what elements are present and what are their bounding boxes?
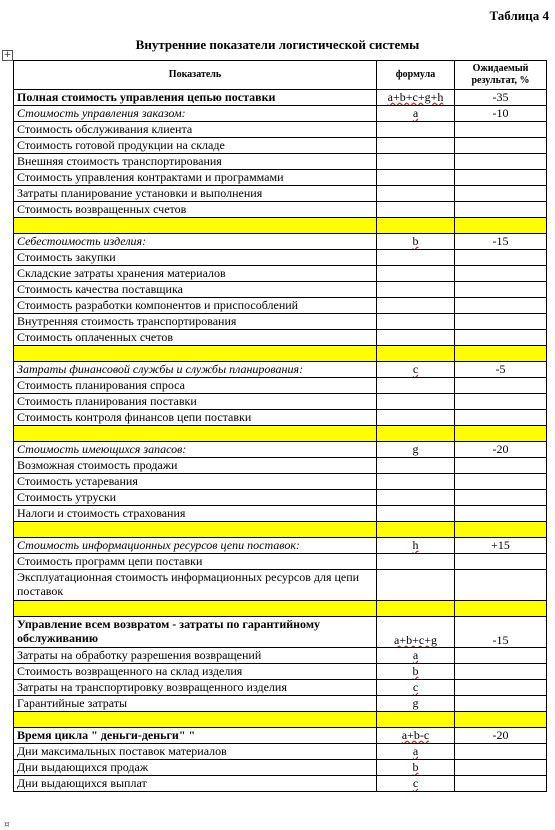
formula-cell bbox=[377, 570, 455, 601]
formula-cell bbox=[377, 506, 455, 522]
indicator-cell: Время цикла " деньги-деньги" " bbox=[14, 728, 377, 744]
indicator-cell: Стоимость контроля финансов цепи поставки bbox=[14, 410, 377, 426]
indicator-cell: Стоимость устаревания bbox=[14, 474, 377, 490]
indicator-cell: Дни выдающихся продаж bbox=[14, 760, 377, 776]
table-row bbox=[14, 250, 547, 266]
expected-result-cell: -35 bbox=[455, 90, 547, 106]
table-row bbox=[14, 362, 547, 378]
separator-cell bbox=[14, 426, 377, 442]
table-row bbox=[14, 330, 547, 346]
formula-text: a bbox=[412, 648, 419, 662]
table-row bbox=[14, 617, 547, 648]
indicator-cell: Стоимость качества поставщика bbox=[14, 282, 377, 298]
separator-cell bbox=[455, 346, 547, 362]
table-row bbox=[14, 394, 547, 410]
expected-result-cell bbox=[455, 186, 547, 202]
indicator-cell: Дни максимальных поставок материалов bbox=[14, 744, 377, 760]
paragraph-mark-icon: ¤ bbox=[4, 820, 10, 830]
expected-result-cell bbox=[455, 138, 547, 154]
formula-cell bbox=[377, 554, 455, 570]
expected-result-cell bbox=[455, 474, 547, 490]
indicator-cell: Внутренняя стоимость транспортирования bbox=[14, 314, 377, 330]
table-row bbox=[14, 506, 547, 522]
formula-cell bbox=[377, 458, 455, 474]
formula-text: b bbox=[412, 760, 419, 774]
formula-cell bbox=[377, 106, 455, 122]
indicator-cell: Стоимость закупки bbox=[14, 250, 377, 266]
formula-cell bbox=[377, 394, 455, 410]
table-row bbox=[14, 760, 547, 776]
expected-result-cell bbox=[455, 776, 547, 792]
formula-cell bbox=[377, 266, 455, 282]
formula-cell bbox=[377, 298, 455, 314]
expected-result-cell bbox=[455, 330, 547, 346]
indicator-cell: Стоимость управления заказом: bbox=[14, 106, 377, 122]
expected-result-cell bbox=[455, 266, 547, 282]
table-move-handle-icon[interactable]: + bbox=[3, 50, 12, 60]
formula-cell bbox=[377, 170, 455, 186]
formula-cell bbox=[377, 680, 455, 696]
separator-cell bbox=[14, 522, 377, 538]
table-row bbox=[14, 138, 547, 154]
indicator-cell: Стоимость оплаченных счетов bbox=[14, 330, 377, 346]
table-header-row bbox=[14, 61, 547, 90]
expected-result-cell bbox=[455, 680, 547, 696]
formula-text: a+b+c+g+h bbox=[387, 90, 444, 104]
separator-cell bbox=[14, 712, 377, 728]
expected-result-cell bbox=[455, 202, 547, 218]
table-row bbox=[14, 490, 547, 506]
expected-result-cell bbox=[455, 696, 547, 712]
table-row bbox=[14, 410, 547, 426]
separator-cell bbox=[377, 218, 455, 234]
indicator-cell: Складские затраты хранения материалов bbox=[14, 266, 377, 282]
table-row bbox=[14, 282, 547, 298]
formula-cell bbox=[377, 314, 455, 330]
section-separator-row bbox=[14, 346, 547, 362]
section-separator-row bbox=[14, 601, 547, 617]
table-row bbox=[14, 378, 547, 394]
formula-cell bbox=[377, 442, 455, 458]
formula-cell bbox=[377, 664, 455, 680]
table-row bbox=[14, 234, 547, 250]
indicator-cell: Стоимость возвращенного на склад изделия bbox=[14, 664, 377, 680]
separator-cell bbox=[14, 346, 377, 362]
indicator-cell: Себестоимость изделия: bbox=[14, 234, 377, 250]
indicator-cell: Гарантийные затраты bbox=[14, 696, 377, 712]
formula-text: g bbox=[412, 696, 419, 710]
table-row bbox=[14, 266, 547, 282]
expected-result-cell bbox=[455, 744, 547, 760]
formula-cell bbox=[377, 122, 455, 138]
indicator-cell: Стоимость планирования спроса bbox=[14, 378, 377, 394]
indicator-cell: Стоимость планирования поставки bbox=[14, 394, 377, 410]
separator-cell bbox=[455, 522, 547, 538]
formula-text: g bbox=[412, 442, 419, 456]
formula-text: a+b-c bbox=[401, 728, 430, 742]
indicator-cell: Стоимость программ цепи поставки bbox=[14, 554, 377, 570]
expected-result-cell: +15 bbox=[455, 538, 547, 554]
expected-result-cell bbox=[455, 664, 547, 680]
indicator-cell: Стоимость обслуживания клиента bbox=[14, 122, 377, 138]
expected-result-cell: -20 bbox=[455, 442, 547, 458]
expected-result-cell: -15 bbox=[455, 234, 547, 250]
formula-cell bbox=[377, 728, 455, 744]
table-row bbox=[14, 728, 547, 744]
table-row bbox=[14, 538, 547, 554]
expected-result-cell bbox=[455, 282, 547, 298]
expected-result-cell bbox=[455, 298, 547, 314]
formula-cell bbox=[377, 186, 455, 202]
formula-cell bbox=[377, 696, 455, 712]
table-row bbox=[14, 474, 547, 490]
indicator-cell: Затраты на обработку разрешения возвращений bbox=[14, 648, 377, 664]
formula-text: b bbox=[412, 234, 419, 248]
table-row bbox=[14, 680, 547, 696]
section-separator-row bbox=[14, 712, 547, 728]
expected-result-cell bbox=[455, 490, 547, 506]
indicator-cell: Затраты на транспортировку возвращенного изделия bbox=[14, 680, 377, 696]
formula-cell bbox=[377, 282, 455, 298]
table-row bbox=[14, 298, 547, 314]
table-row bbox=[14, 648, 547, 664]
table-row bbox=[14, 90, 547, 106]
separator-cell bbox=[455, 426, 547, 442]
indicator-cell: Стоимость утруски bbox=[14, 490, 377, 506]
table-row bbox=[14, 744, 547, 760]
formula-text: a+b+c+g bbox=[394, 633, 437, 647]
separator-cell bbox=[377, 426, 455, 442]
table-row bbox=[14, 696, 547, 712]
section-separator-row bbox=[14, 522, 547, 538]
expected-result-cell bbox=[455, 458, 547, 474]
expected-result-cell bbox=[455, 314, 547, 330]
expected-result-cell bbox=[455, 154, 547, 170]
expected-result-cell bbox=[455, 554, 547, 570]
indicator-cell: Стоимость управления контрактами и программами bbox=[14, 170, 377, 186]
section-separator-row bbox=[14, 218, 547, 234]
formula-cell bbox=[377, 378, 455, 394]
expected-result-cell bbox=[455, 250, 547, 266]
table-number: Таблица 4 bbox=[489, 8, 549, 23]
formula-cell bbox=[377, 617, 455, 648]
indicator-cell: Стоимость информационных ресурсов цепи поставок: bbox=[14, 538, 377, 554]
separator-cell bbox=[377, 712, 455, 728]
formula-cell bbox=[377, 410, 455, 426]
table-title: Внутренние показатели логистической системы bbox=[135, 37, 420, 52]
table-body bbox=[14, 90, 547, 792]
indicator-cell: Возможная стоимость продажи bbox=[14, 458, 377, 474]
separator-cell bbox=[14, 601, 377, 617]
expected-result-cell bbox=[455, 378, 547, 394]
indicator-cell: Управление всем возвратом - затраты по гарантийному обслуживанию bbox=[14, 617, 377, 648]
formula-cell bbox=[377, 330, 455, 346]
table-row bbox=[14, 776, 547, 792]
table-row bbox=[14, 664, 547, 680]
expected-result-cell bbox=[455, 648, 547, 664]
formula-cell bbox=[377, 648, 455, 664]
table-row bbox=[14, 442, 547, 458]
expected-result-cell bbox=[455, 394, 547, 410]
table-row bbox=[14, 170, 547, 186]
table-row bbox=[14, 186, 547, 202]
indicator-cell: Полная стоимость управления цепью поставки bbox=[14, 90, 377, 106]
formula-cell bbox=[377, 234, 455, 250]
indicator-cell: Затраты планирование установки и выполнения bbox=[14, 186, 377, 202]
indicators-table bbox=[13, 60, 547, 792]
separator-cell bbox=[377, 522, 455, 538]
header-formula: формула bbox=[377, 61, 455, 90]
indicator-cell: Стоимость возвращенных счетов bbox=[14, 202, 377, 218]
formula-cell bbox=[377, 138, 455, 154]
indicator-cell: Внешняя стоимость транспортирования bbox=[14, 154, 377, 170]
table-row bbox=[14, 554, 547, 570]
formula-cell bbox=[377, 154, 455, 170]
separator-cell bbox=[455, 601, 547, 617]
formula-text: c bbox=[412, 776, 419, 790]
formula-cell bbox=[377, 776, 455, 792]
indicator-cell: Затраты финансовой службы и службы планирования: bbox=[14, 362, 377, 378]
formula-text: c bbox=[412, 680, 419, 694]
formula-text: a bbox=[412, 744, 419, 758]
formula-cell bbox=[377, 474, 455, 490]
formula-text: b bbox=[412, 664, 419, 678]
formula-text: a bbox=[412, 106, 419, 120]
table-row bbox=[14, 122, 547, 138]
separator-cell bbox=[377, 346, 455, 362]
header-expected-result: Ожидаемый результат, % bbox=[455, 61, 547, 90]
table-row bbox=[14, 314, 547, 330]
expected-result-cell: -20 bbox=[455, 728, 547, 744]
formula-cell bbox=[377, 202, 455, 218]
indicator-cell: Эксплуатационная стоимость информационных ресурсов для цепи поставок bbox=[14, 570, 377, 601]
formula-cell bbox=[377, 362, 455, 378]
section-separator-row bbox=[14, 426, 547, 442]
separator-cell bbox=[455, 712, 547, 728]
formula-cell bbox=[377, 90, 455, 106]
table-row bbox=[14, 154, 547, 170]
formula-cell bbox=[377, 538, 455, 554]
table-row bbox=[14, 202, 547, 218]
formula-cell bbox=[377, 250, 455, 266]
expected-result-cell bbox=[455, 170, 547, 186]
formula-text: h bbox=[412, 538, 419, 552]
formula-cell bbox=[377, 490, 455, 506]
expected-result-cell bbox=[455, 506, 547, 522]
table-row bbox=[14, 570, 547, 601]
formula-text: c bbox=[412, 362, 419, 376]
indicator-cell: Стоимость имеющихся запасов: bbox=[14, 442, 377, 458]
formula-cell bbox=[377, 760, 455, 776]
expected-result-cell bbox=[455, 410, 547, 426]
formula-cell bbox=[377, 744, 455, 760]
header-indicator: Показатель bbox=[14, 61, 377, 90]
indicator-cell: Стоимость разработки компонентов и приспособлений bbox=[14, 298, 377, 314]
expected-result-cell bbox=[455, 122, 547, 138]
table-row bbox=[14, 106, 547, 122]
separator-cell bbox=[455, 218, 547, 234]
separator-cell bbox=[14, 218, 377, 234]
table-row bbox=[14, 458, 547, 474]
expected-result-cell: -5 bbox=[455, 362, 547, 378]
expected-result-cell: -10 bbox=[455, 106, 547, 122]
expected-result-cell bbox=[455, 760, 547, 776]
indicator-cell: Налоги и стоимость страхования bbox=[14, 506, 377, 522]
expected-result-cell bbox=[455, 570, 547, 601]
indicator-cell: Стоимость готовой продукции на складе bbox=[14, 138, 377, 154]
separator-cell bbox=[377, 601, 455, 617]
indicator-cell: Дни выдающихся выплат bbox=[14, 776, 377, 792]
expected-result-cell: -15 bbox=[455, 617, 547, 648]
